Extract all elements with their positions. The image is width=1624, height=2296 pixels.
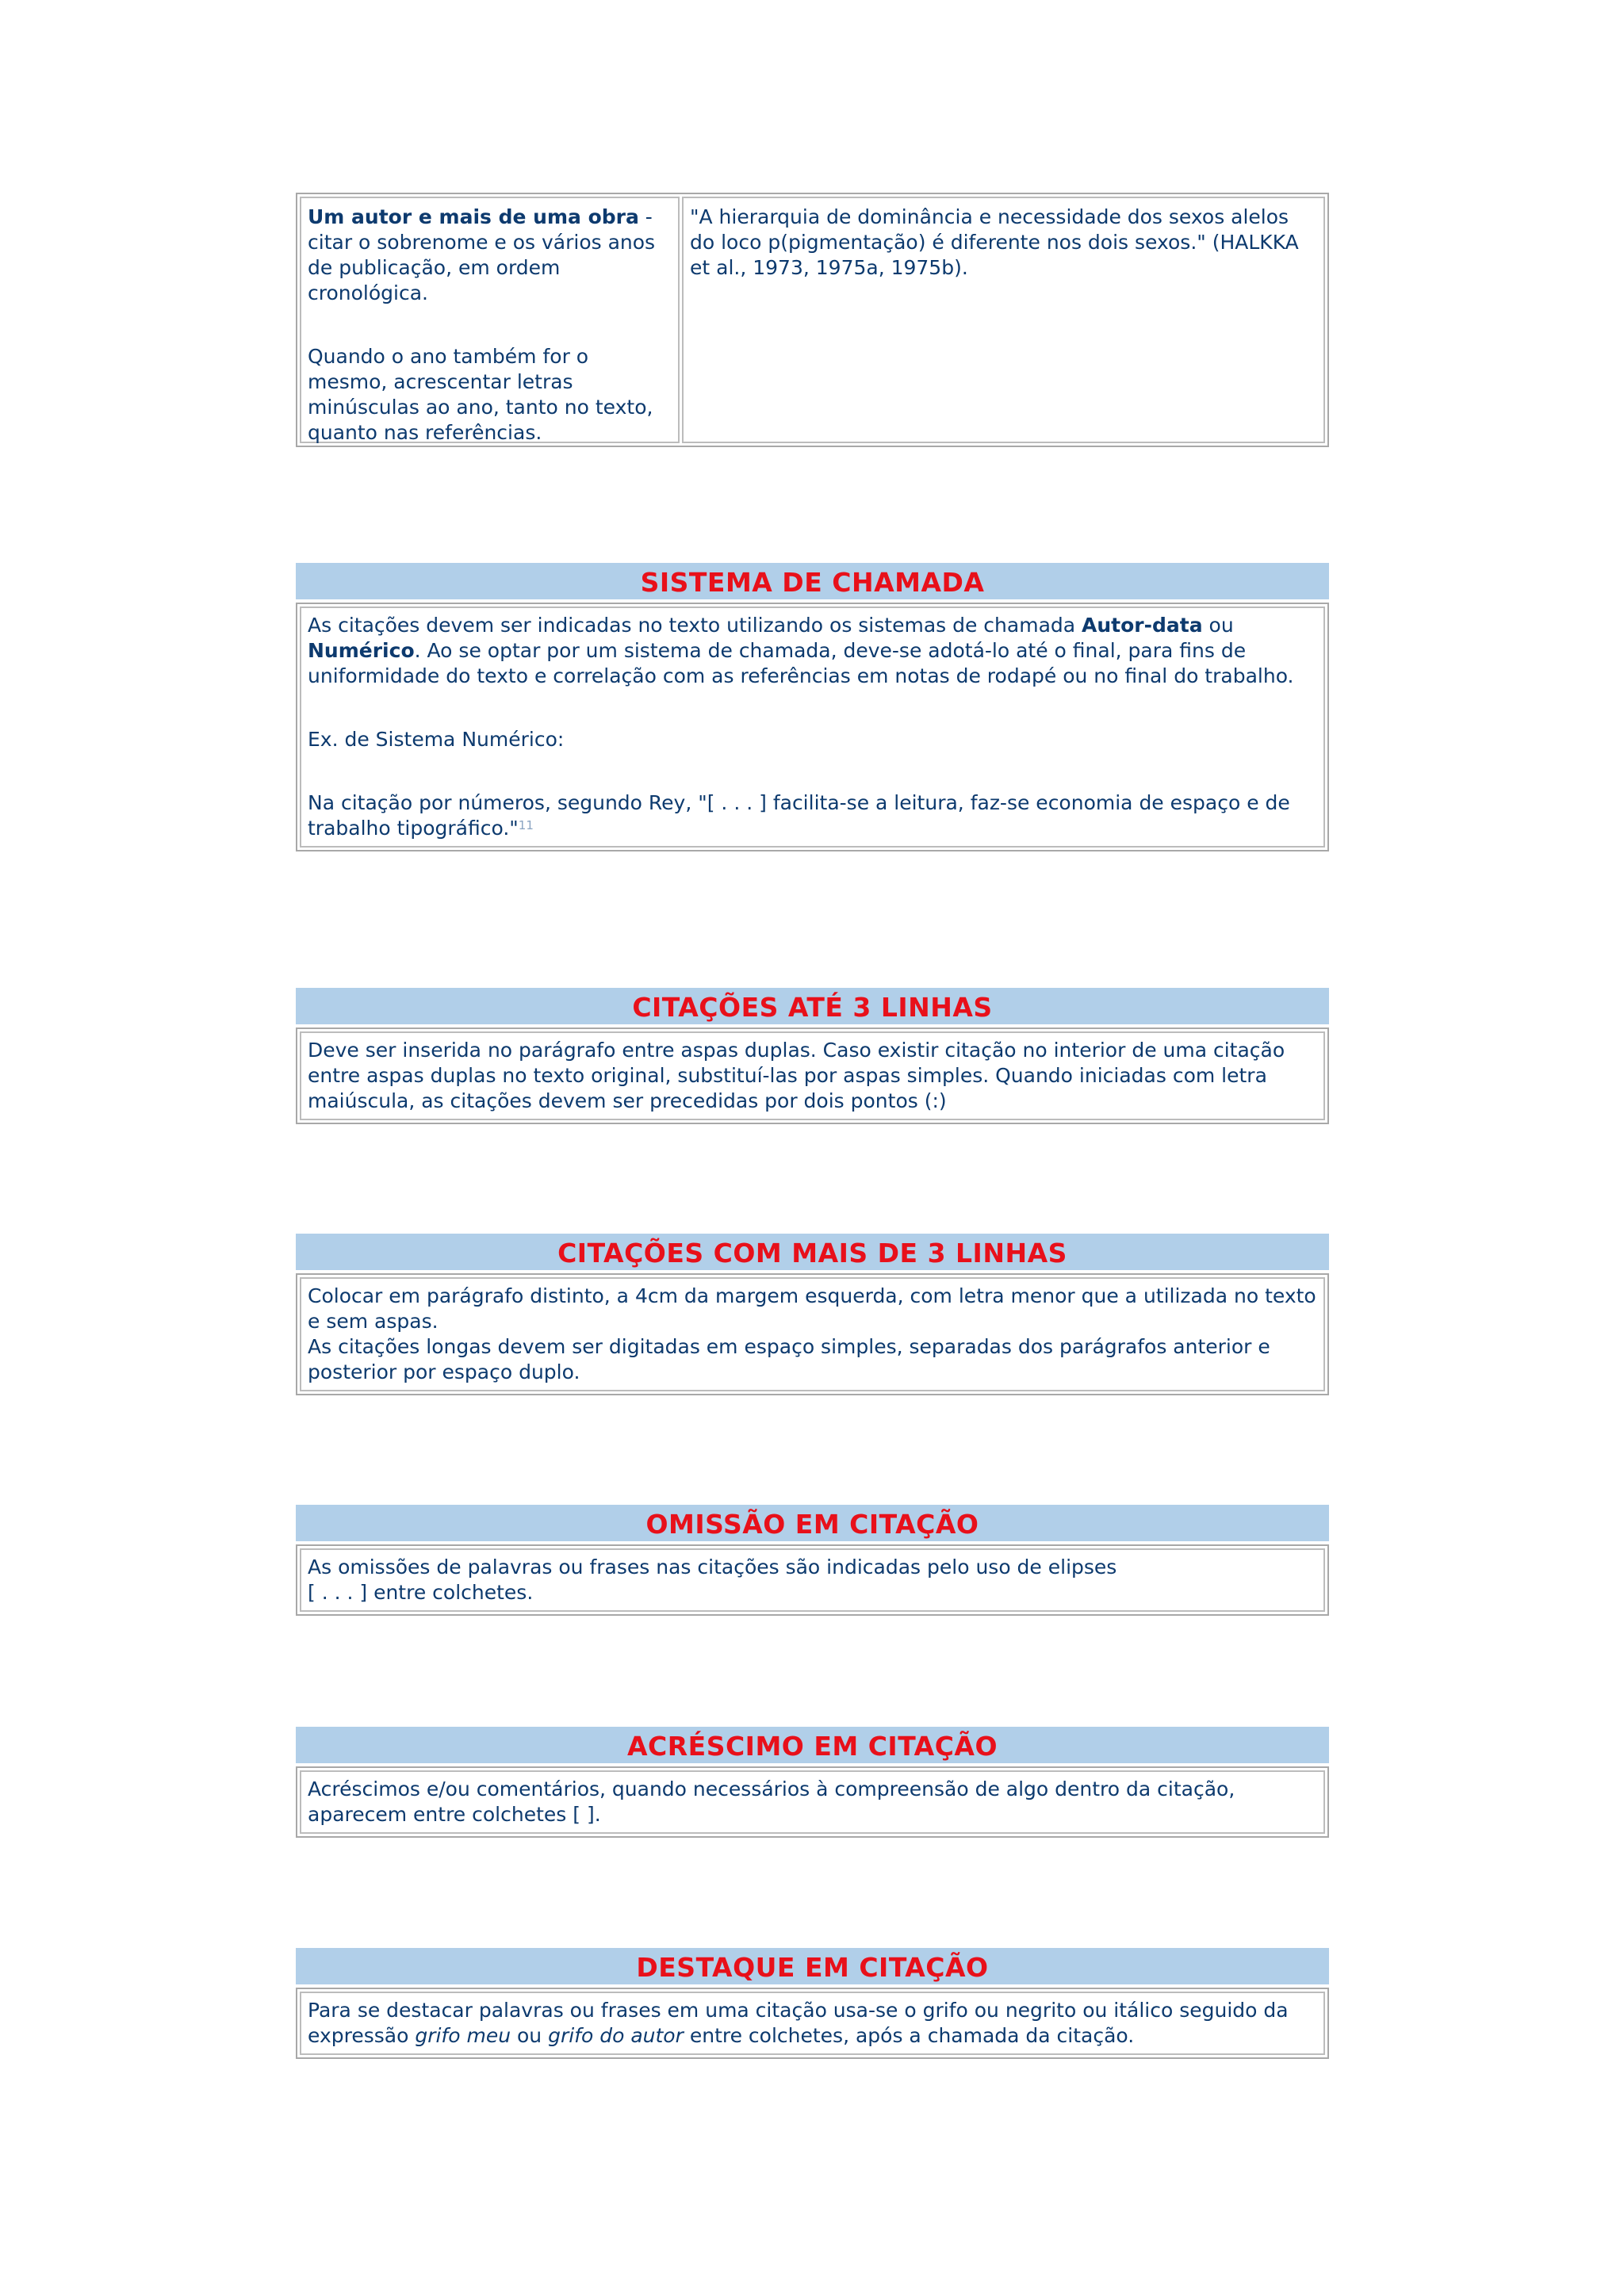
example-quote: "A hierarquia de dominância e necessidade dos sexos alelos do loco p(pigmentação) é diferente nos dois sexos." (HALKKA et al., 1973, 1975a, 1975b). (690, 205, 1299, 279)
footnote-marker[interactable]: 11 (518, 818, 534, 832)
rule-text: - citar o sobrenome e os vários anos de publicação, em ordem cronológica. (308, 205, 656, 304)
section-paragraph: Deve ser inserida no parágrafo entre aspas duplas. Caso existir citação no interior de uma citação entre aspas duplas no texto original, substituí-las por aspas simples. Quando iniciadas com letra maiúscula, as citações devem ser precedidas por dois pontos (:) (308, 1039, 1285, 1112)
italic-term-grifo-meu: grifo meu (415, 2024, 511, 2047)
example-cell (682, 197, 1325, 443)
section-title: OMISSÃO EM CITAÇÃO (296, 1505, 1329, 1541)
section-title: SISTEMA DE CHAMADA (296, 563, 1329, 599)
section-paragraph-example-label: Ex. de Sistema Numérico: (308, 728, 565, 751)
section-citacoes-ate-3-linhas (296, 988, 1329, 1124)
section-title: DESTAQUE EM CITAÇÃO (296, 1948, 1329, 1984)
bold-term-autor-data: Autor-data (1082, 614, 1203, 637)
section-paragraph: As citações devem ser indicadas no texto utilizando os sistemas de chamada Autor-data ou Numérico. Ao se optar por um sistema de chamada, deve-se adotá-lo até o final, para fins de uniformidade do texto e correlação com as referências em notas de rodapé ou no final do trabalho. (308, 614, 1294, 687)
section-omissao-em-citacao (296, 1505, 1329, 1616)
section-citacoes-mais-de-3-linhas (296, 1234, 1329, 1395)
section-title: CITAÇÕES ATÉ 3 LINHAS (296, 988, 1329, 1024)
author-multiple-works-table (296, 193, 1329, 447)
rule-heading: Um autor e mais de uma obra (308, 205, 639, 228)
section-paragraph: Colocar em parágrafo distinto, a 4cm da margem esquerda, com letra menor que a utilizada no texto e sem aspas. (308, 1284, 1316, 1333)
section-paragraph-2: [ . . . ] entre colchetes. (308, 1581, 534, 1604)
rule-description-cell (300, 197, 680, 443)
section-title: CITAÇÕES COM MAIS DE 3 LINHAS (296, 1234, 1329, 1270)
bold-term-numerico: Numérico (308, 639, 415, 662)
rule-paragraph-2: Quando o ano também for o mesmo, acrescentar letras minúsculas ao ano, tanto no texto, quanto nas referências. (308, 345, 653, 444)
section-paragraph-example: Na citação por números, segundo Rey, "[ . . . ] facilita-se a leitura, faz-se economia de espaço e de trabalho tipográfico."$^{11}$ (308, 791, 1290, 840)
italic-term-grifo-do-autor: grifo do autor (548, 2024, 684, 2047)
section-paragraph-2: As citações longas devem ser digitadas em espaço simples, separadas dos parágrafos anterior e posterior por espaço duplo. (308, 1335, 1270, 1383)
section-acrescimo-em-citacao (296, 1727, 1329, 1838)
rule-paragraph (308, 205, 672, 306)
section-paragraph: Acréscimos e/ou comentários, quando necessários à compreensão de algo dentro da citação, aparecem entre colchetes [ ]. (308, 1777, 1235, 1826)
section-paragraph: Para se destacar palavras ou frases em uma citação usa-se o grifo ou negrito ou itálico seguido da expressão grifo meu ou grifo do autor entre colchetes, após a chamada da citação. (308, 1999, 1289, 2047)
section-title: ACRÉSCIMO EM CITAÇÃO (296, 1727, 1329, 1763)
section-destaque-em-citacao (296, 1948, 1329, 2059)
section-paragraph: As omissões de palavras ou frases nas citações são indicadas pelo uso de elipses (308, 1556, 1117, 1578)
section-sistema-de-chamada (296, 563, 1329, 851)
